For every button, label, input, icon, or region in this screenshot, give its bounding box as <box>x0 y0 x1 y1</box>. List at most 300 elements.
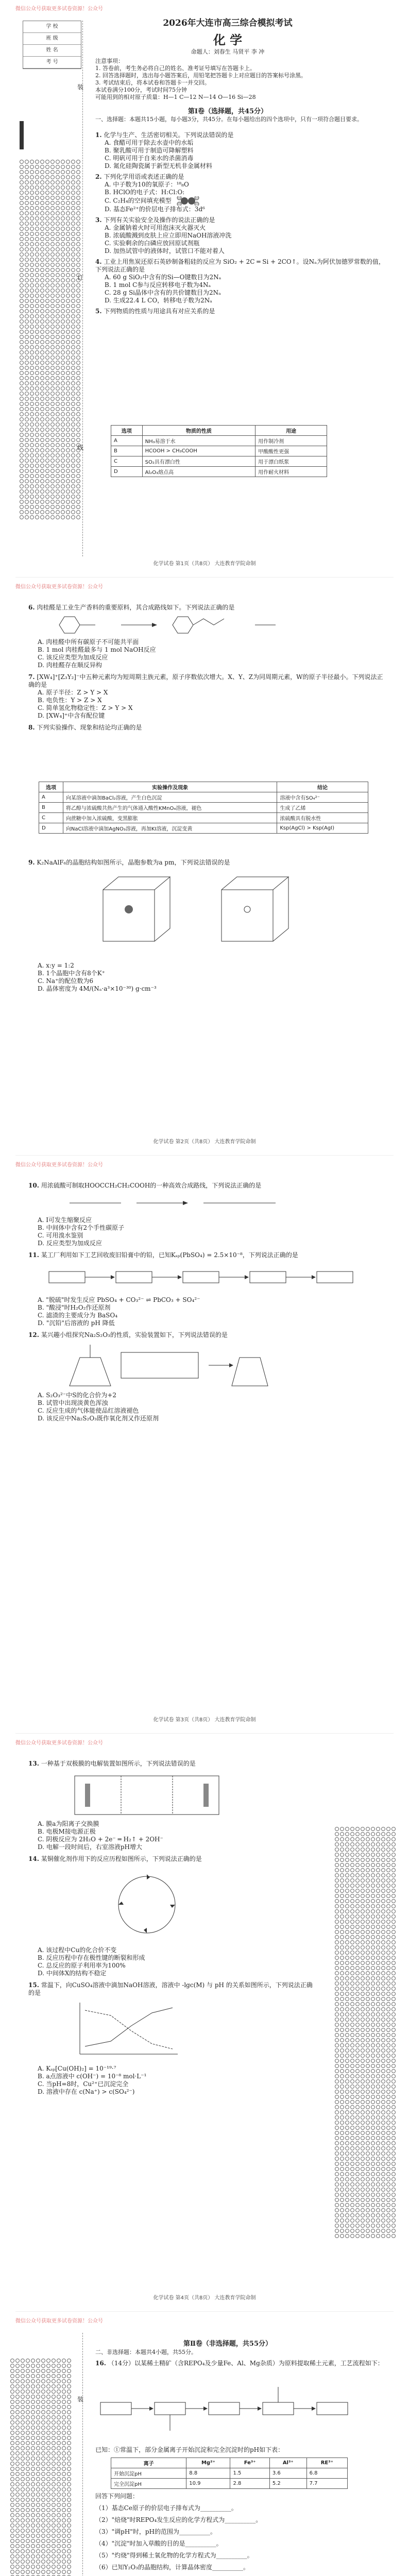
answer-bubble <box>31 2451 35 2455</box>
answer-bubble <box>52 2539 56 2543</box>
answer-bubble <box>35 289 39 293</box>
answer-bubble <box>391 2131 396 2135</box>
answer-bubble <box>391 2182 396 2187</box>
answer-bubble <box>355 1837 360 1841</box>
answer-bubble <box>345 2126 349 2130</box>
answer-bubble <box>56 273 60 277</box>
answer-bubble <box>52 2518 56 2522</box>
answer-bubble <box>15 2477 20 2481</box>
answer-bubble <box>46 2405 50 2409</box>
answer-bubble <box>30 412 34 416</box>
answer-bubble <box>376 1971 380 1975</box>
exam-page-5 <box>0 2312 409 2576</box>
answer-bubble <box>35 489 39 494</box>
answer-bubble <box>71 381 75 385</box>
answer-bubble <box>20 479 24 483</box>
answer-bubble <box>76 160 80 164</box>
answer-bubble <box>366 1966 370 1970</box>
answer-bubble <box>391 2218 396 2223</box>
answer-bubble <box>335 1945 339 1950</box>
answer-bubble <box>40 165 44 169</box>
answer-bubble <box>45 289 49 293</box>
answer-bubble <box>376 2218 380 2223</box>
answer-bubble <box>61 459 65 463</box>
answer-bubble <box>20 227 24 231</box>
answer-bubble <box>45 258 49 262</box>
answer-bubble <box>20 309 24 313</box>
answer-bubble <box>67 2523 71 2528</box>
answer-bubble <box>41 2467 45 2471</box>
answer-bubble <box>381 1966 385 1970</box>
answer-bubble <box>20 448 24 452</box>
answer-bubble <box>366 2090 370 2094</box>
answer-bubble <box>345 1909 349 1913</box>
answer-bubble <box>381 1899 385 1903</box>
answer-bubble <box>50 170 55 174</box>
answer-bubble <box>52 2395 56 2399</box>
answer-bubble <box>335 1992 339 1996</box>
answer-bubble <box>355 1858 360 1862</box>
answer-bubble <box>371 2167 375 2171</box>
answer-bubble <box>366 2157 370 2161</box>
answer-bubble <box>350 2229 354 2233</box>
answer-bubble <box>10 2508 14 2512</box>
answer-bubble <box>50 438 55 442</box>
answer-bubble <box>345 2084 349 2089</box>
answer-bubble <box>376 1904 380 1908</box>
answer-bubble <box>345 1935 349 1939</box>
answer-bubble <box>61 479 65 483</box>
answer-bubble <box>76 289 80 293</box>
answer-bubble <box>35 417 39 421</box>
answer-bubble <box>30 175 34 179</box>
answer-bubble <box>71 469 75 473</box>
answer-bubble <box>56 160 60 164</box>
answer-bubble <box>31 2364 35 2368</box>
answer-bubble <box>366 2218 370 2223</box>
answer-bubble <box>67 2534 71 2538</box>
answer-bubble <box>50 180 55 184</box>
answer-bubble <box>56 263 60 267</box>
answer-bubble <box>50 304 55 308</box>
answer-bubble <box>40 325 44 329</box>
option: C. 该反应类型为加成反应 <box>38 654 108 661</box>
answer-bubble <box>76 433 80 437</box>
option: B. 中间体中含有2个手性碳原子 <box>38 1224 125 1231</box>
answer-bubble <box>66 237 70 241</box>
answer-bubble <box>36 2389 40 2394</box>
answer-bubble <box>20 319 24 324</box>
answer-bubble <box>381 1873 385 1877</box>
answer-bubble <box>36 2410 40 2414</box>
answer-bubble <box>56 325 60 329</box>
answer-bubble <box>50 381 55 385</box>
page-separator <box>15 1733 394 1734</box>
answer-bubble <box>62 2518 66 2522</box>
answer-bubble <box>386 2162 390 2166</box>
answer-bubble <box>350 1976 354 1980</box>
answer-bubble <box>366 2193 370 2197</box>
answer-bubble <box>350 2033 354 2037</box>
answer-bubble <box>52 2544 56 2548</box>
answer-bubble <box>41 2534 45 2538</box>
option: A. 原子半径：Z > Y > X <box>38 689 108 696</box>
answer-bubble <box>345 2069 349 2073</box>
answer-bubble <box>50 361 55 365</box>
answer-bubble <box>76 479 80 483</box>
answer-bubble <box>340 1884 344 1888</box>
answer-bubble <box>62 2539 66 2543</box>
answer-bubble <box>361 1832 365 1836</box>
answer-bubble <box>61 464 65 468</box>
answer-bubble <box>50 263 55 267</box>
answer-bubble <box>57 2395 61 2399</box>
answer-bubble <box>371 2198 375 2202</box>
answer-bubble <box>45 392 49 396</box>
answer-bubble <box>30 428 34 432</box>
answer-bubble <box>35 252 39 257</box>
answer-bubble <box>50 376 55 380</box>
answer-bubble <box>340 1904 344 1908</box>
answer-bubble <box>10 2364 14 2368</box>
answer-bubble <box>40 232 44 236</box>
answer-bubble <box>50 201 55 205</box>
answer-bubble <box>25 459 29 463</box>
electrolysis-cell-figure <box>70 1771 224 1817</box>
option: A. Kₛₚ[Cu(OH)₂] = 10⁻¹⁹·⁷ <box>38 2065 116 2072</box>
answer-bubble <box>376 2172 380 2176</box>
answer-bubble <box>391 2069 396 2073</box>
answer-bubble <box>40 180 44 184</box>
answer-bubble <box>355 2177 360 2181</box>
answer-bubble <box>340 1981 344 1986</box>
answer-bubble <box>371 1935 375 1939</box>
answer-bubble <box>376 2182 380 2187</box>
answer-bubble <box>381 2069 385 2073</box>
answer-bubble <box>366 1899 370 1903</box>
answer-bubble <box>35 268 39 272</box>
answer-bubble <box>56 371 60 375</box>
answer-bubble <box>335 1909 339 1913</box>
answer-bubble <box>50 165 55 169</box>
answer-bubble <box>67 2513 71 2517</box>
answer-bubble <box>350 2018 354 2022</box>
answer-bubble <box>371 2090 375 2094</box>
answer-bubble <box>345 1971 349 1975</box>
answer-bubble <box>71 489 75 494</box>
answer-bubble <box>335 2100 339 2104</box>
option: B. 1个晶胞中含有8个K⁺ <box>38 970 106 977</box>
answer-bubble <box>350 2234 354 2238</box>
answer-bubble <box>15 2436 20 2440</box>
answer-bubble <box>52 2472 56 2476</box>
answer-bubble <box>350 2012 354 2016</box>
answer-bubble <box>76 500 80 504</box>
answer-bubble <box>35 433 39 437</box>
answer-bubble <box>371 2136 375 2140</box>
answer-bubble <box>45 407 49 411</box>
answer-bubble <box>335 2105 339 2109</box>
answer-bubble <box>340 2059 344 2063</box>
answer-bubble <box>62 2410 66 2414</box>
answer-bubble <box>350 2090 354 2094</box>
answer-bubble <box>76 263 80 267</box>
answer-bubble <box>25 309 29 313</box>
answer-bubble <box>57 2436 61 2440</box>
answer-bubble <box>40 515 44 519</box>
answer-bubble <box>61 438 65 442</box>
answer-bubble <box>386 2146 390 2150</box>
answer-bubble <box>366 1848 370 1852</box>
question-12: 12. 某兴趣小组探究Na₂S₂O₃的性质，实验装置如下，下列说法错误的是 <box>28 1331 228 1338</box>
answer-bubble <box>50 242 55 246</box>
answer-bubble <box>391 2054 396 2058</box>
answer-bubble <box>355 2064 360 2068</box>
answer-bubble <box>391 1966 396 1970</box>
answer-bubble <box>381 2043 385 2047</box>
answer-bubble <box>20 495 24 499</box>
answer-bubble <box>41 2389 45 2394</box>
answer-bubble <box>25 453 29 457</box>
answer-bubble <box>345 1842 349 1846</box>
answer-bubble <box>350 2208 354 2212</box>
answer-bubble <box>25 376 29 380</box>
answer-bubble <box>36 2369 40 2373</box>
answer-bubble <box>391 1873 396 1877</box>
answer-bubble <box>61 407 65 411</box>
answer-bubble <box>35 412 39 416</box>
answer-bubble <box>66 469 70 473</box>
answer-bubble <box>30 443 34 447</box>
answer-bubble <box>386 2131 390 2135</box>
exam-title: 2026年大连市高三综合模拟考试 <box>163 18 293 28</box>
answer-bubble <box>56 438 60 442</box>
answer-bubble <box>56 386 60 391</box>
answer-bubble <box>45 433 49 437</box>
answer-bubble <box>35 515 39 519</box>
answer-bubble <box>361 2100 365 2104</box>
answer-bubble <box>61 165 65 169</box>
answer-bubble <box>371 2054 375 2058</box>
answer-bubble <box>61 170 65 174</box>
answer-bubble <box>376 1868 380 1872</box>
answer-bubble <box>386 1899 390 1903</box>
answer-bubble <box>40 495 44 499</box>
answer-bubble <box>376 2203 380 2207</box>
answer-bubble <box>56 309 60 313</box>
answer-bubble <box>345 2167 349 2171</box>
answer-bubble <box>36 2529 40 2533</box>
answer-bubble <box>10 2456 14 2461</box>
answer-bubble <box>366 1858 370 1862</box>
answer-bubble <box>355 2012 360 2016</box>
answer-bubble <box>335 1848 339 1852</box>
answer-bubble <box>335 1878 339 1883</box>
answer-bubble <box>340 1827 344 1831</box>
answer-bubble <box>345 2059 349 2063</box>
answer-bubble <box>30 330 34 334</box>
answer-bubble <box>366 1930 370 1934</box>
answer-bubble <box>26 2560 30 2564</box>
answer-bubble <box>41 2384 45 2388</box>
answer-bubble <box>361 2023 365 2027</box>
answer-bubble <box>40 263 44 267</box>
answer-bubble <box>71 165 75 169</box>
answer-bubble <box>20 222 24 226</box>
answer-bubble <box>391 2023 396 2027</box>
answer-bubble <box>350 2213 354 2217</box>
answer-bubble <box>366 2234 370 2238</box>
answer-bubble <box>366 2105 370 2109</box>
answer-bubble <box>21 2405 25 2409</box>
answer-bubble <box>67 2456 71 2461</box>
answer-bubble <box>35 180 39 184</box>
option: D. [XW₄]⁺中含有配位键 <box>38 712 105 719</box>
answer-bubble <box>15 2554 20 2558</box>
answer-bubble <box>340 1997 344 2001</box>
answer-bubble <box>386 1868 390 1872</box>
answer-bubble <box>76 392 80 396</box>
answer-bubble <box>31 2400 35 2404</box>
answer-bubble <box>335 1858 339 1862</box>
answer-bubble <box>376 2167 380 2171</box>
answer-bubble <box>386 2193 390 2197</box>
answer-bubble <box>350 2188 354 2192</box>
answer-bubble <box>345 1889 349 1893</box>
answer-bubble <box>381 1940 385 1944</box>
answer-bubble <box>391 1904 396 1908</box>
answer-bubble <box>46 2395 50 2399</box>
answer-bubble <box>355 2115 360 2120</box>
answer-bubble <box>350 1889 354 1893</box>
answer-bubble <box>26 2554 30 2558</box>
answer-bubble <box>345 2012 349 2016</box>
answer-bubble <box>386 1894 390 1898</box>
answer-bubble <box>366 2095 370 2099</box>
answer-bubble <box>45 206 49 210</box>
answer-bubble <box>35 160 39 164</box>
answer-bubble <box>50 422 55 427</box>
answer-bubble <box>376 2007 380 2011</box>
answer-bubble <box>381 1992 385 1996</box>
answer-bubble <box>61 428 65 432</box>
answer-bubble <box>386 2234 390 2238</box>
answer-bubble <box>67 2498 71 2502</box>
answer-bubble <box>76 366 80 370</box>
answer-bubble <box>366 2002 370 2006</box>
answer-bubble <box>41 2395 45 2399</box>
answer-bubble <box>361 2182 365 2187</box>
answer-bubble <box>391 1863 396 1867</box>
answer-bubble <box>41 2441 45 2445</box>
answer-bubble <box>67 2487 71 2492</box>
answer-bubble <box>76 459 80 463</box>
answer-bubble <box>335 2172 339 2176</box>
answer-bubble <box>41 2436 45 2440</box>
answer-bubble <box>345 1992 349 1996</box>
answer-bubble <box>40 469 44 473</box>
answer-bubble <box>35 283 39 287</box>
answer-bubble <box>381 2100 385 2104</box>
answer-bubble <box>361 1925 365 1929</box>
answer-bubble <box>26 2529 30 2533</box>
answer-bubble <box>386 2105 390 2109</box>
answer-bubble <box>381 2012 385 2016</box>
answer-bubble <box>31 2560 35 2564</box>
answer-bubble <box>52 2436 56 2440</box>
answer-bubble <box>41 2415 45 2419</box>
answer-bubble <box>15 2359 20 2363</box>
answer-bubble <box>41 2549 45 2553</box>
answer-bubble <box>391 2208 396 2212</box>
answer-bubble <box>46 2549 50 2553</box>
answer-bubble <box>355 1971 360 1975</box>
answer-bubble <box>386 1884 390 1888</box>
answer-bubble <box>31 2405 35 2409</box>
answer-bubble <box>76 340 80 344</box>
table-cell: 8.8 <box>186 2468 230 2479</box>
answer-bubble <box>340 2074 344 2078</box>
answer-bubble <box>350 2157 354 2161</box>
table-cell: 1.5 <box>230 2468 269 2479</box>
answer-bubble <box>30 479 34 483</box>
answer-bubble <box>350 1858 354 1862</box>
answer-bubble <box>61 294 65 298</box>
answer-bubble <box>36 2431 40 2435</box>
answer-bubble <box>61 304 65 308</box>
answer-bubble <box>66 443 70 447</box>
answer-bubble <box>35 361 39 365</box>
part1-header: 第Ⅰ卷（选择题，共45分） <box>188 108 268 115</box>
watermark: 微信公众号获取更多试卷资源！公众号 <box>15 1740 103 1746</box>
answer-bubble <box>345 2115 349 2120</box>
answer-bubble <box>71 309 75 313</box>
answer-bubble <box>340 2115 344 2120</box>
option: B. 1 mol 肉桂醛最多与 1 mol NaOH反应 <box>38 646 156 653</box>
answer-bubble <box>10 2384 14 2388</box>
answer-bubble <box>10 2534 14 2538</box>
answer-bubble <box>20 263 24 267</box>
answer-bubble <box>340 2188 344 2192</box>
answer-bubble <box>50 469 55 473</box>
answer-bubble <box>21 2518 25 2522</box>
answer-bubble <box>66 495 70 499</box>
answer-bubble <box>50 459 55 463</box>
answer-bubble <box>335 1914 339 1919</box>
answer-bubble <box>391 2105 396 2109</box>
answer-bubble <box>76 165 80 169</box>
answer-bubble <box>25 464 29 468</box>
answer-bubble <box>71 417 75 421</box>
answer-bubble <box>340 2033 344 2037</box>
answer-bubble <box>40 397 44 401</box>
answer-bubble <box>361 2203 365 2207</box>
answer-bubble <box>50 484 55 488</box>
answer-bubble <box>76 350 80 354</box>
answer-bubble <box>41 2529 45 2533</box>
answer-bubble <box>40 185 44 190</box>
answer-bubble <box>381 1951 385 1955</box>
answer-bubble <box>71 407 75 411</box>
answer-bubble <box>25 371 29 375</box>
page-footer: 化学试卷 第2页（共8页） 大连教育学院命制 <box>153 1139 256 1145</box>
answer-bubble <box>57 2467 61 2471</box>
answer-bubble <box>41 2400 45 2404</box>
answer-bubble <box>386 1992 390 1996</box>
answer-bubble <box>20 289 24 293</box>
answer-bubble <box>25 392 29 396</box>
answer-bubble <box>381 1987 385 1991</box>
